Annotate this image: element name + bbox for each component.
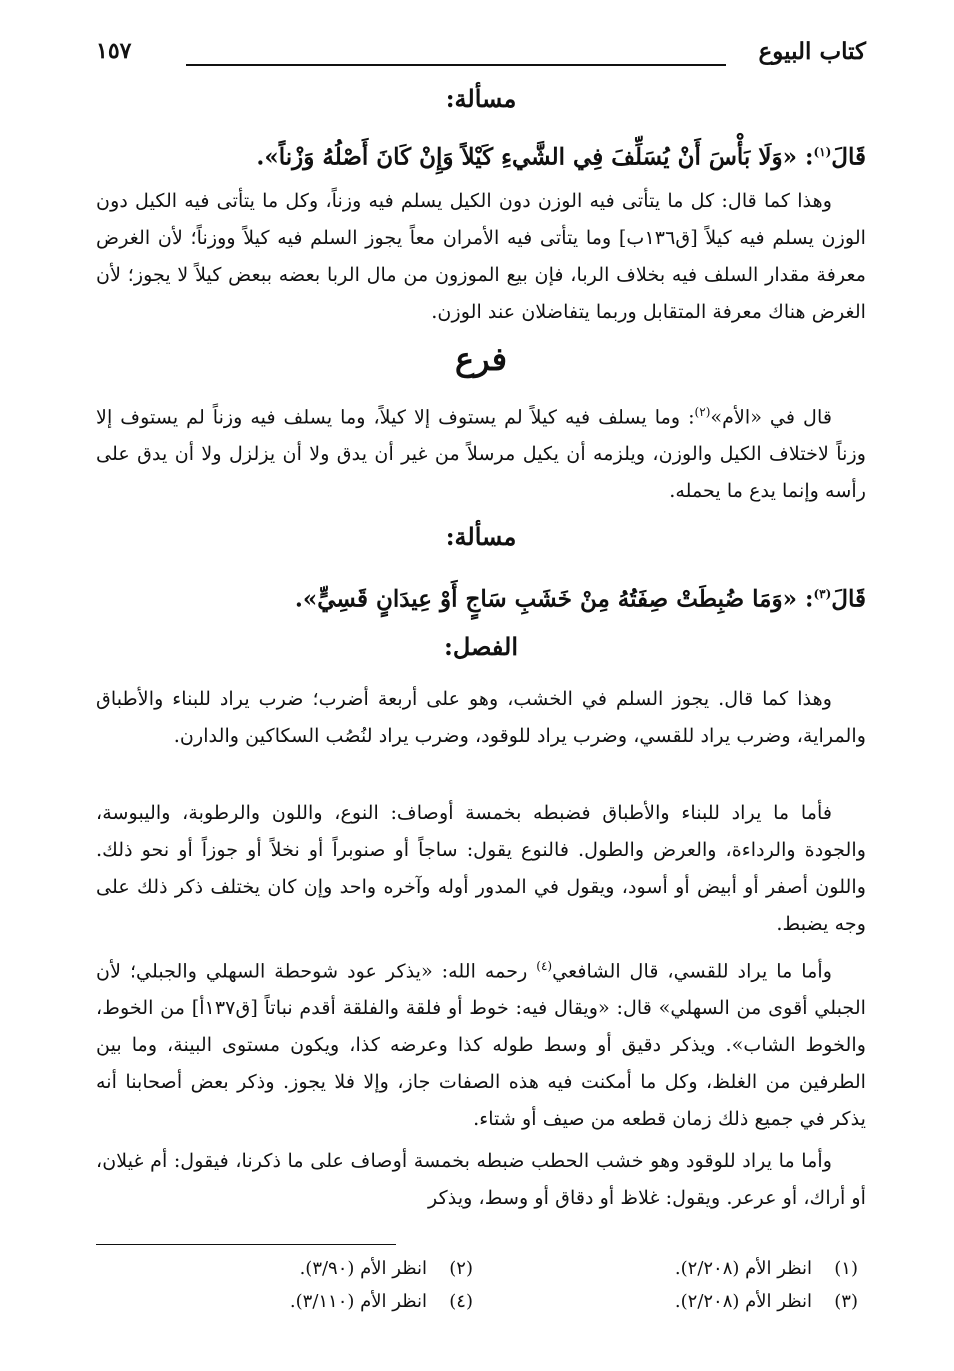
header-rule bbox=[186, 64, 726, 66]
footnote-ref-3[interactable]: (٣) bbox=[813, 587, 832, 601]
footnote-number: (١) bbox=[834, 1258, 858, 1279]
subheading-fasl: الفصل: bbox=[444, 632, 518, 661]
para4-prefix: وأما ما يراد للقسي، قال الشافعي bbox=[552, 959, 832, 983]
footnote-1 bbox=[481, 1258, 866, 1291]
page-number: ١٥٧ bbox=[96, 38, 132, 64]
book-page bbox=[96, 28, 866, 1348]
commentary-paragraph-4 bbox=[96, 948, 866, 1137]
far-prefix: قال في «الأم» bbox=[710, 405, 832, 429]
quote-text: : «وَلَا بَأْسَ أَنْ يُسَلِّفَ فِي الشَّيءِ كَيْلاً وَإِنْ كَانَ أَصْلُهُ وَزْناً». bbox=[256, 143, 814, 171]
footnote-number: (٣) bbox=[834, 1291, 858, 1312]
para4-text: رحمه الله: «يذكر عود شوحطة السهلي والجبلي؛ لأن الجبلي أقوى من السهلي» قال: «ويقال فيه: خوط أو فلقة والفلقة أقدم نباتاً [ق١٣٧أ] من الخوط، والخوط الشاب». ويذكر دقيق أو وسط طوله كذا وعرضه كذا، ويكون مستوى البينة، وما بين الطرفين من الغلظ، وكل ما أمكنت فيه هذه الصفات جاز، وإلا فلا يجوز. وذكر بعض أصحابنا أنه يذكر في جميع ذلك زمان قطعه من صيف أو شتاء. bbox=[96, 959, 866, 1131]
section-heading-masala-1: مسألة: bbox=[445, 84, 517, 113]
quote-prefix: قَالَ bbox=[831, 143, 866, 171]
commentary-paragraph-5: وأما ما يراد للوقود وهو خشب الحطب ضبطه بخمسة أوصاف على ما ذكرنا، فيقول: أم غيلان، أو أراك، أو عرعر. ويقول: غلاظ أو دقاق أو وسط، ويذكر bbox=[96, 1149, 866, 1209]
far-paragraph bbox=[96, 394, 866, 509]
quote-text: : «وَمَا ضُبِطَتْ صِفَتُهُ مِنْ خَشَبِ سَاجٍ أَوْ عِيدَانٍ قَسِيٍّ». bbox=[294, 585, 814, 613]
running-title: كتاب البيوع bbox=[758, 38, 866, 65]
footnote-2 bbox=[96, 1258, 481, 1291]
footnote-text: انظر الأم (٢/٢٠٨). bbox=[674, 1291, 812, 1312]
quote-prefix: قَالَ bbox=[831, 585, 866, 613]
footnote-rule bbox=[96, 1244, 396, 1245]
footnote-3 bbox=[481, 1291, 866, 1324]
footnotes bbox=[96, 1258, 866, 1324]
running-head bbox=[96, 28, 866, 76]
section-heading-masala-2: مسألة: bbox=[445, 522, 517, 551]
footnote-ref-4[interactable]: (٤) bbox=[536, 959, 553, 973]
footnote-4 bbox=[96, 1291, 481, 1324]
footnote-ref-1[interactable]: (١) bbox=[813, 145, 832, 159]
matn-quote-2 bbox=[96, 574, 866, 620]
footnote-row bbox=[96, 1258, 866, 1291]
far-text: : وما يسلف فيه كيلاً لم يستوف إلا كيلاً، وما يسلف فيه وزناً لم يستوف إلا وزناً لاختلاف الكيل والوزن، ويلزمه أن يكيل مرسلاً من غير أن يدق ولا أن يزلزل ولا أن يدق على رأسه وإنما يدع ما يحمله. bbox=[96, 405, 866, 503]
footnote-text: انظر الأم (٣/١١٠). bbox=[289, 1291, 427, 1312]
footnote-text: انظر الأم (٣/٩٠). bbox=[299, 1258, 427, 1279]
footnote-number: (٤) bbox=[449, 1291, 473, 1312]
matn-quote-1 bbox=[96, 132, 866, 178]
footnote-number: (٢) bbox=[449, 1258, 473, 1279]
commentary-paragraph-1: وهذا كما قال: كل ما يتأتى فيه الوزن دون الكيل يسلم فيه وزناً، وكل ما يتأتى فيه الكيل دون الوزن يسلم فيه كيلاً [ق١٣٦ب] وما يتأتى فيه الأمران معاً يجوز السلم فيه كيلاً ووزناً؛ لأن الغرض معرفة مقدار السلف فيه بخلاف الربا، فإن بيع الموزون من مال الربا بعضه ببعض كيلاً لا يجوز؛ لأن الغرض هناك معرفة المتقابل وربما يتفاضلان عند الوزن. bbox=[96, 189, 866, 323]
footnote-ref-2[interactable]: (٢) bbox=[694, 405, 711, 419]
commentary-paragraph-3: فأما ما يراد للبناء والأطباق فضبطه بخمسة أوصاف: النوع، واللون والرطوبة، واليبوسة، والجودة والرداءة، والعرض والطول. فالنوع يقول: ساجاً أو صنوبراً أو نخلاً أو جوزاً أو نحو ذلك. واللون أصفر أو أبيض أو أسود، ويقول في المدور أوله وآخره واحد وإن كان يختلف ذكر ذلك على وجه يضبط. bbox=[96, 801, 866, 935]
footnote-text: انظر الأم (٢/٢٠٨). bbox=[674, 1258, 812, 1279]
footnote-row bbox=[96, 1291, 866, 1324]
section-heading-far: فرع bbox=[454, 340, 508, 378]
commentary-paragraph-2: وهذا كما قال. يجوز السلم في الخشب، وهو على أربعة أضرب؛ ضرب يراد للبناء والأطباق والمراية، وضرب يراد للقسي، وضرب يراد للوقود، وضرب يراد لنُصُب السكاكين والدارن. bbox=[96, 687, 866, 747]
